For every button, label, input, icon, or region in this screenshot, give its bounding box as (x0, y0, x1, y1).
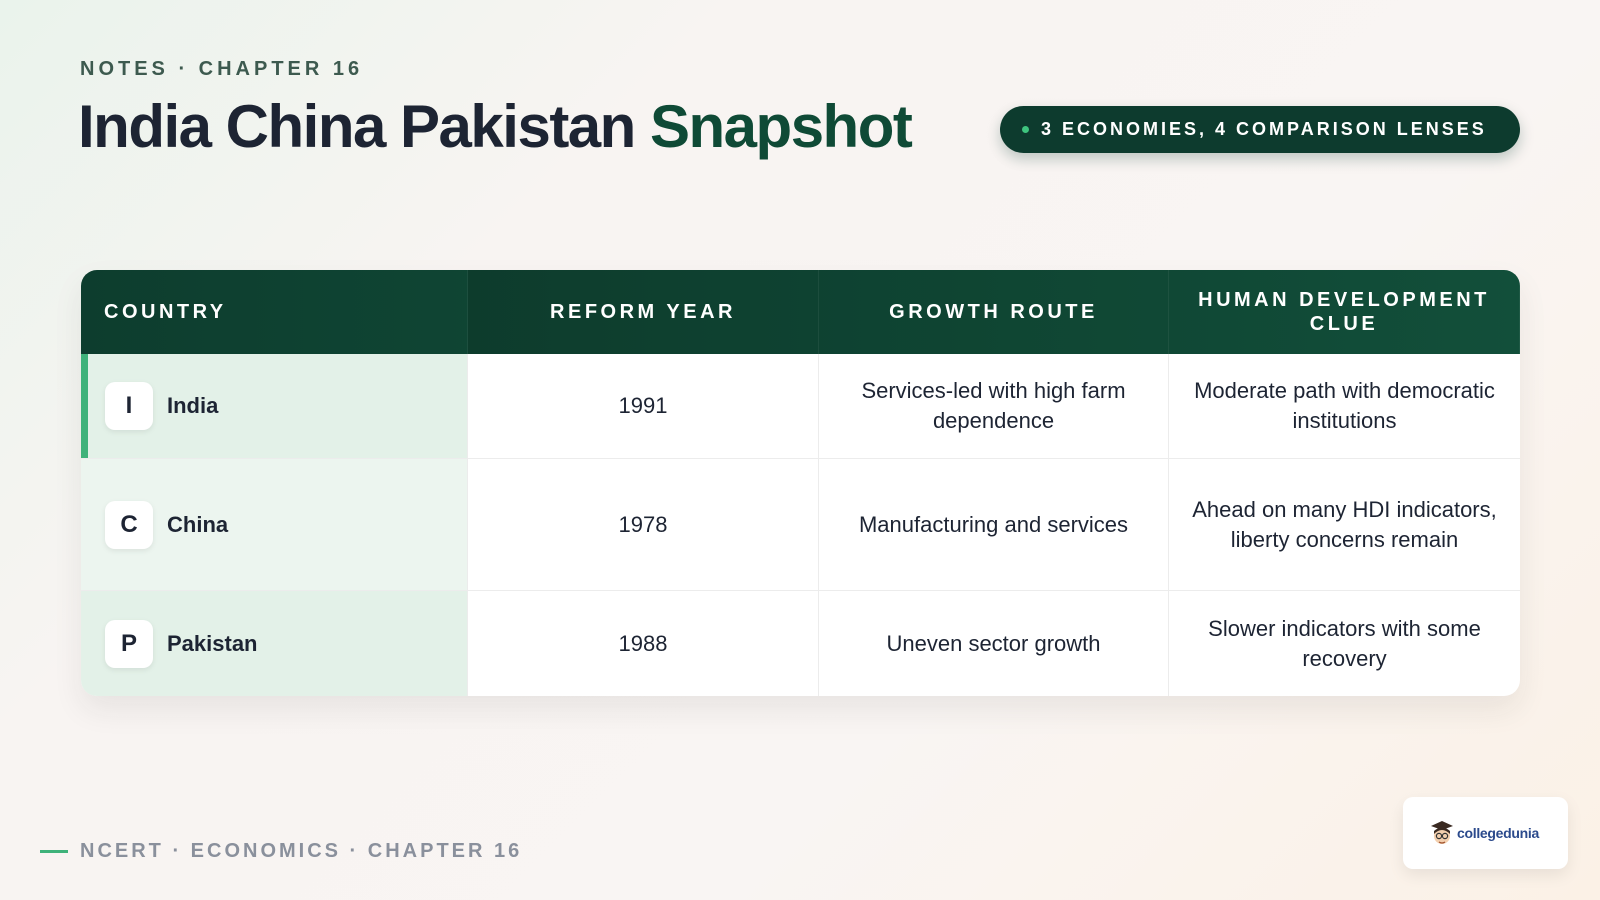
header-growth-route: GROWTH ROUTE (819, 270, 1169, 354)
summary-pill (1000, 106, 1520, 153)
growth-route-cell: Services-led with high farm dependence (819, 354, 1169, 458)
page-title (78, 92, 911, 161)
title-main: India China Pakistan (78, 93, 650, 160)
country-name: Pakistan (167, 630, 258, 656)
country-initial-badge: I (105, 382, 153, 430)
table-row (81, 458, 1520, 590)
country-initial-badge: P (105, 620, 153, 668)
footer-text: NCERT · ECONOMICS · CHAPTER 16 (80, 840, 523, 862)
summary-pill-text: 3 ECONOMIES, 4 COMPARISON LENSES (1041, 119, 1487, 139)
country-cell (81, 354, 468, 458)
student-mascot-icon (1429, 818, 1455, 848)
country-name: India (167, 393, 219, 418)
table-header (81, 270, 1520, 354)
hd-clue-cell: Ahead on many HDI indicators, liberty concerns remain (1192, 496, 1497, 552)
footer (40, 840, 522, 863)
growth-route-cell: Uneven sector growth (819, 591, 1169, 696)
header-country: COUNTRY (81, 270, 468, 354)
reform-year-cell: 1978 (468, 459, 819, 590)
hd-clue-cell: Moderate path with democratic institutions (1194, 378, 1495, 433)
table-row (81, 354, 1520, 458)
growth-route-cell: Manufacturing and services (819, 459, 1169, 590)
footer-accent-line (40, 850, 68, 853)
comparison-table (81, 270, 1520, 696)
reform-year-cell: 1988 (468, 591, 819, 696)
header-reform-year: REFORM YEAR (468, 270, 819, 354)
collegedunia-logo[interactable] (1403, 797, 1568, 869)
header-human-development-clue: HUMAN DEVELOPMENT CLUE (1169, 270, 1520, 354)
eyebrow-label: NOTES · CHAPTER 16 (80, 58, 364, 80)
country-cell (81, 591, 468, 696)
country-name: China (167, 511, 229, 537)
logo-text: collegedunia (1457, 825, 1539, 841)
country-cell (81, 459, 468, 590)
status-dot-icon (1022, 126, 1029, 133)
table-row (81, 590, 1520, 696)
title-accent: Snapshot (650, 93, 912, 160)
country-initial-badge: C (105, 501, 153, 549)
reform-year-cell: 1991 (468, 354, 819, 458)
hd-clue-cell: Slower indicators with some recovery (1208, 615, 1481, 671)
